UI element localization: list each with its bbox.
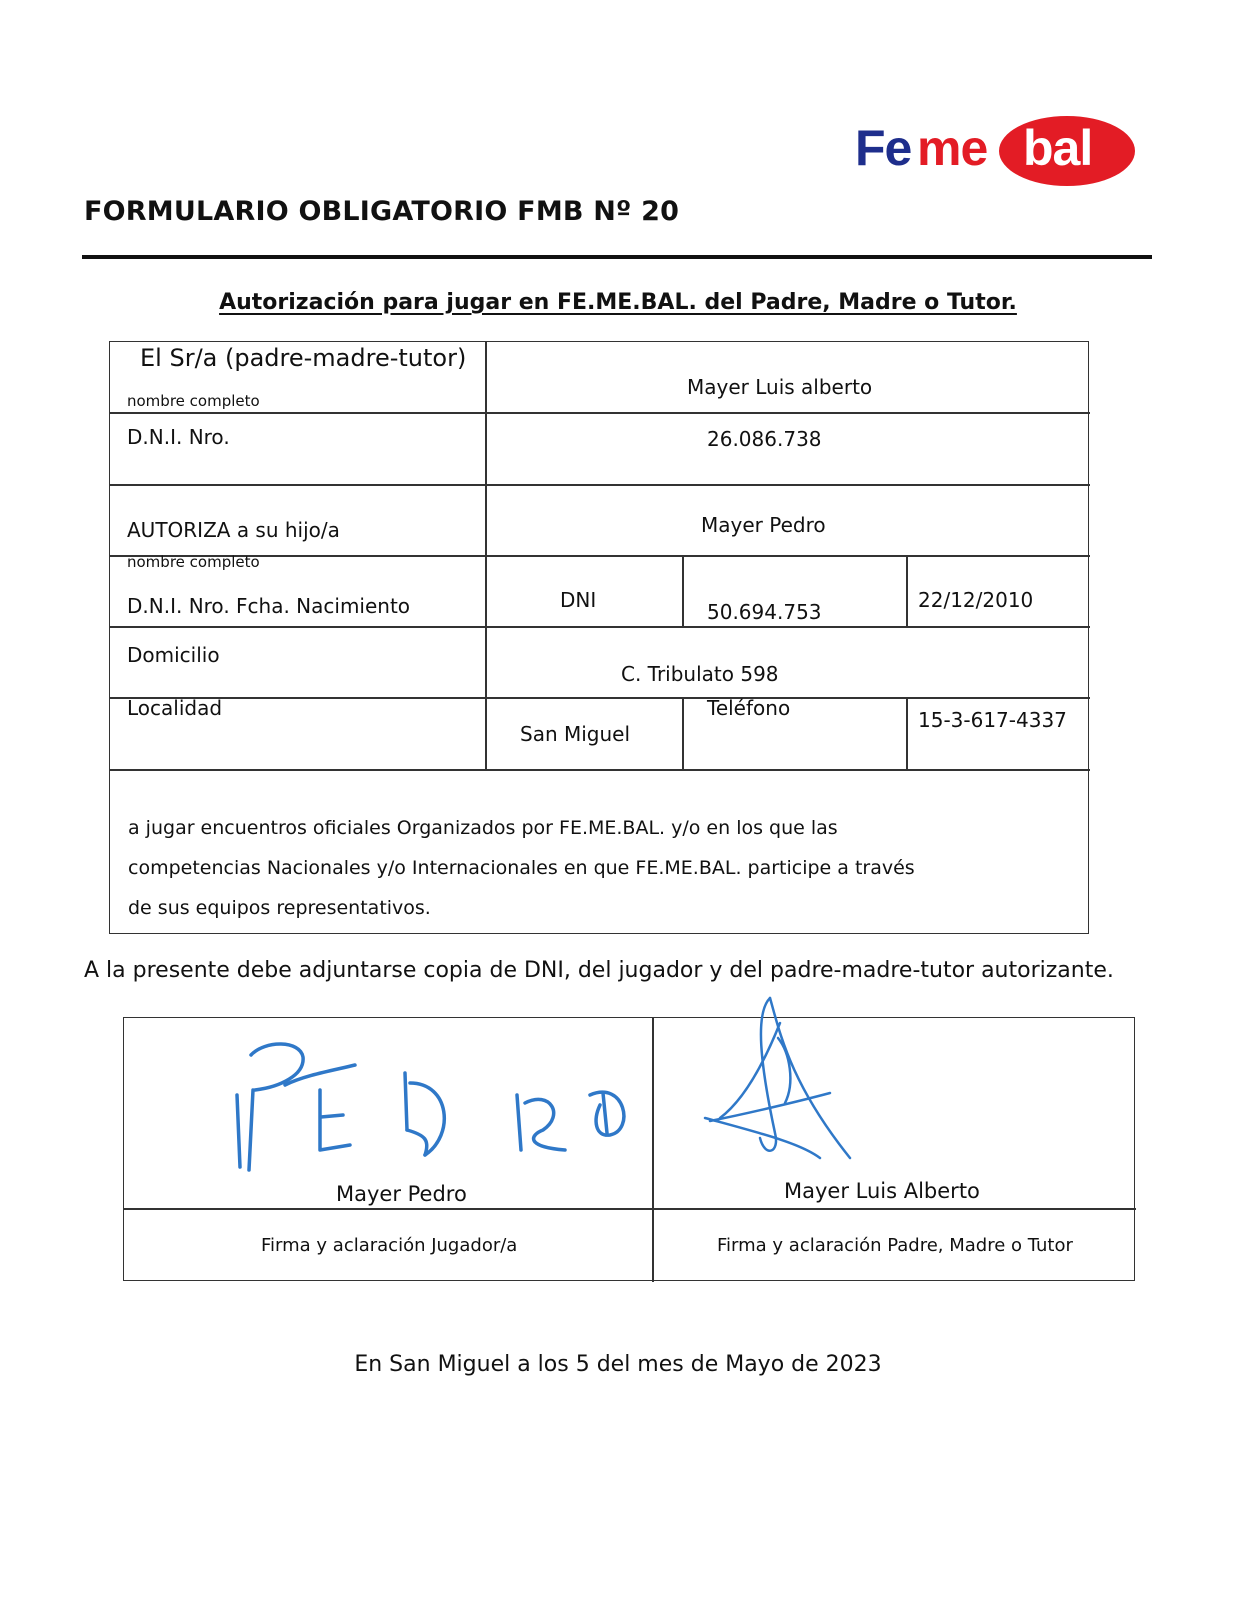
parent-fullname-hint: nombre completo	[127, 392, 260, 410]
svg-text:Fe: Fe	[855, 120, 912, 176]
parent-dni-value: 26.086.738	[707, 427, 822, 451]
paragraph-line: de sus equipos representativos.	[128, 897, 431, 919]
paragraph-line: a jugar encuentros oficiales Organizados por FE.ME.BAL. y/o en los que las	[128, 817, 838, 839]
birth-date-value: 22/12/2010	[918, 588, 1034, 612]
attachment-note: A la presente debe adjuntarse copia de DNI, del jugador y del padre-madre-tutor autorizante.	[84, 958, 1114, 983]
parent-dni-label: D.N.I. Nro.	[127, 425, 230, 449]
player-name: Mayer Pedro	[336, 1182, 467, 1206]
parent-name-value: Mayer Luis alberto	[687, 375, 873, 399]
parent-caption: Firma y aclaración Padre, Madre o Tutor	[717, 1235, 1073, 1256]
child-name-value: Mayer Pedro	[701, 513, 826, 537]
femebal-logo	[855, 115, 1137, 189]
player-signature	[225, 1035, 645, 1180]
form-title: FORMULARIO OBLIGATORIO FMB Nº 20	[84, 196, 680, 227]
form-subtitle: Autorización para jugar en FE.ME.BAL. del Padre, Madre o Tutor.	[219, 290, 1017, 315]
phone-label: Teléfono	[707, 696, 791, 720]
parent-label: El Sr/a (padre-madre-tutor)	[140, 344, 467, 372]
authorizes-label: AUTORIZA a su hijo/a	[127, 518, 340, 542]
paragraph-line: competencias Nacionales y/o Internacionales en que FE.ME.BAL. participe a través	[128, 857, 915, 879]
dni-birth-label: D.N.I. Nro. Fcha. Nacimiento	[127, 594, 411, 618]
player-caption: Firma y aclaración Jugador/a	[261, 1235, 518, 1256]
child-fullname-hint: nombre completo	[127, 553, 260, 571]
closing-date-line: En San Miguel a los 5 del mes de Mayo de 2023	[354, 1352, 882, 1377]
parent-name: Mayer Luis Alberto	[784, 1179, 980, 1203]
locality-value: San Miguel	[520, 722, 631, 746]
svg-text:me: me	[917, 120, 988, 176]
phone-value: 15-3-617-4337	[918, 708, 1067, 732]
child-dni-value: 50.694.753	[707, 600, 822, 624]
address-value: C. Tribulato 598	[621, 662, 779, 686]
locality-label: Localidad	[127, 696, 223, 720]
svg-text:bal: bal	[1023, 120, 1093, 176]
address-label: Domicilio	[127, 643, 220, 667]
title-divider	[82, 255, 1152, 259]
doc-type-value: DNI	[560, 588, 597, 612]
authorization-paragraph	[128, 808, 915, 928]
parent-signature	[700, 993, 860, 1163]
